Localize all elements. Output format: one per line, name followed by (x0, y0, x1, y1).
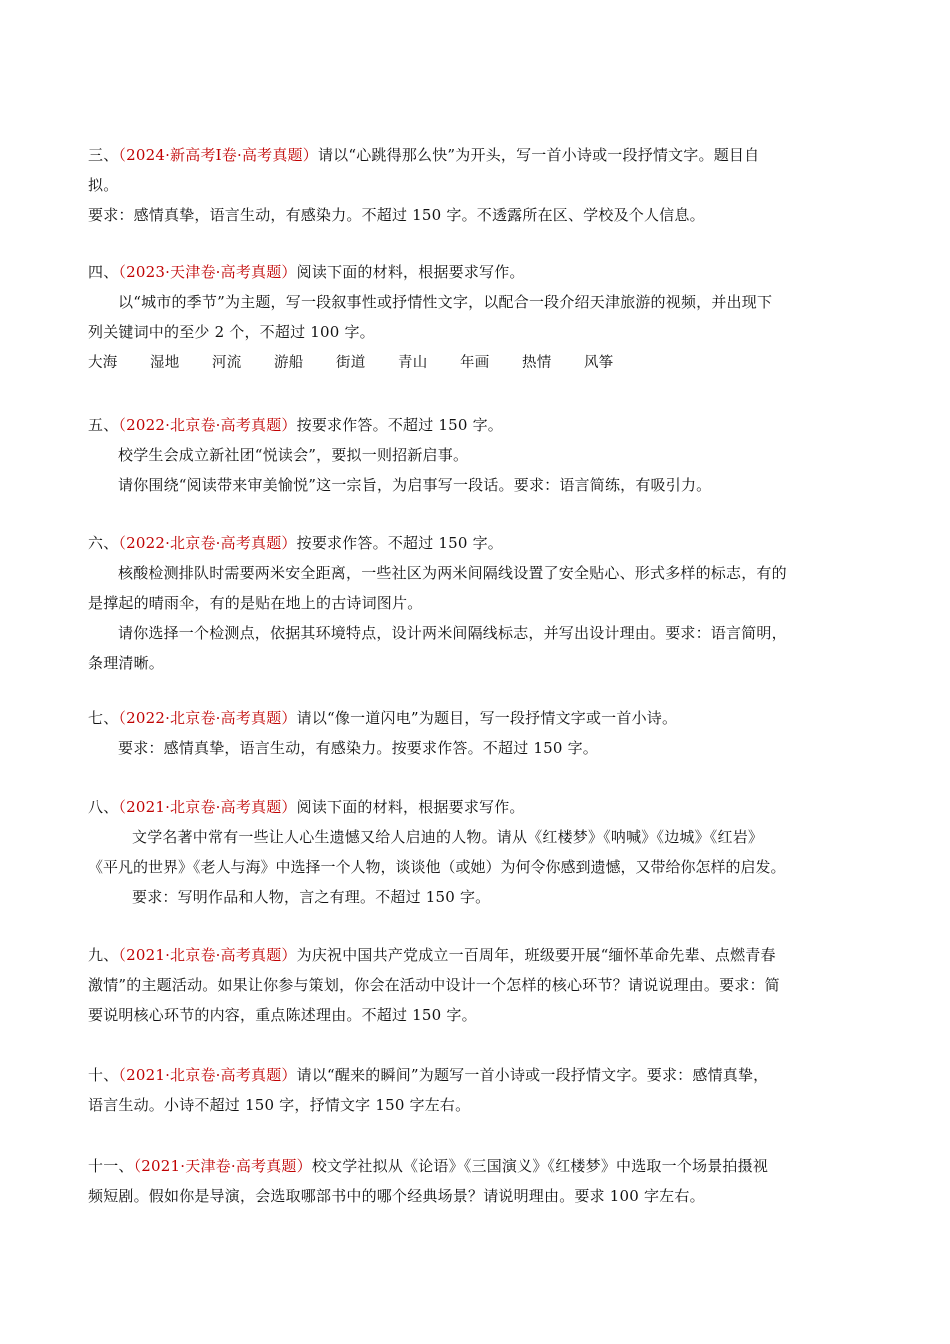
question-5 (88, 410, 711, 500)
question-text: 为庆祝中国共产党成立一百周年，班级要开展“缅怀革命先辈、点燃青春 (296, 946, 776, 964)
keyword: 街道 (336, 355, 366, 371)
question-requirement: 要求：感情真挚，语言生动，有感染力。按要求作答。不超过 150 字。 (118, 739, 598, 757)
question-number: 九、 (88, 946, 119, 964)
question-material: 核酸检测排队时需要两米安全距离，一些社区为两米间隔线设置了安全贴心、形式多样的标志，有的 (118, 564, 787, 582)
question-text: 要说明核心环节的内容，重点陈述理由。不超过 150 字。 (88, 1006, 477, 1024)
question-number: 十一、 (88, 1157, 134, 1175)
question-requirement: 请你选择一个检测点，依据其环境特点，设计两米间隔线标志，并写出设计理由。要求：语言简明， (118, 624, 787, 642)
question-text: 请以“醒来的瞬间”为题写一首小诗或一段抒情文字。要求：感情真挚， (296, 1066, 769, 1084)
question-source: （2022·北京卷·高考真题） (118, 416, 297, 434)
keyword: 风筝 (584, 355, 614, 371)
keyword: 游船 (274, 355, 304, 371)
question-text: 阅读下面的材料，根据要求写作。 (296, 263, 525, 281)
question-number: 八、 (88, 798, 119, 816)
question-source: （2024·新高考Ⅰ卷·高考真题） (118, 146, 318, 164)
question-number: 七、 (88, 709, 119, 727)
keyword: 年画 (460, 355, 490, 371)
question-6 (88, 528, 787, 678)
question-text: 阅读下面的材料，根据要求写作。 (296, 798, 525, 816)
question-text: 按要求作答。不超过 150 字。 (296, 416, 503, 434)
question-number: 六、 (88, 534, 119, 552)
question-11 (88, 1151, 768, 1211)
question-text: 拟。 (88, 176, 119, 194)
question-7 (88, 703, 677, 763)
question-requirement: 请你围绕“阅读带来审美愉悦”这一宗旨，为启事写一段话。要求：语言简练，有吸引力。 (118, 476, 712, 494)
question-text: 语言生动。小诗不超过 150 字，抒情文字 150 字左右。 (88, 1096, 471, 1114)
question-material: 校学生会成立新社团“悦读会”，要拟一则招新启事。 (118, 446, 469, 464)
keyword: 河流 (212, 355, 242, 371)
question-number: 五、 (88, 416, 119, 434)
question-source: （2021·北京卷·高考真题） (118, 1066, 297, 1084)
keyword: 大海 (88, 355, 118, 371)
keyword: 热情 (522, 355, 552, 371)
question-text: 请以“心跳得那么快”为开头，写一首小诗或一段抒情文字。题目自 (317, 146, 760, 164)
keyword: 湿地 (150, 355, 180, 371)
question-text: 校文学社拟从《论语》《三国演义》《红楼梦》中选取一个场景拍摄视 (311, 1157, 769, 1175)
question-material: 列关键词中的至少 2 个，不超过 100 字。 (88, 323, 375, 341)
question-text: 频短剧。假如你是导演，会选取哪部书中的哪个经典场景？请说明理由。要求 100 字左右。 (88, 1187, 705, 1205)
question-number: 十、 (88, 1066, 119, 1084)
question-source: （2021·北京卷·高考真题） (118, 946, 297, 964)
question-material: 是撑起的晴雨伞，有的是贴在地上的古诗词图片。 (88, 594, 423, 612)
question-requirement: 条理清晰。 (88, 654, 165, 672)
question-number: 三、 (88, 146, 119, 164)
question-8 (88, 792, 786, 912)
question-requirement: 要求：感情真挚，语言生动，有感染力。不超过 150 字。不透露所在区、学校及个人信息。 (88, 206, 705, 224)
question-source: （2021·天津卷·高考真题） (133, 1157, 312, 1175)
keyword-list (88, 347, 772, 378)
question-10 (88, 1060, 768, 1120)
question-source: （2022·北京卷·高考真题） (118, 534, 297, 552)
question-number: 四、 (88, 263, 119, 281)
question-material: 以“城市的季节”为主题，写一段叙事性或抒情性文字，以配合一段介绍天津旅游的视频，并出现下 (118, 293, 773, 311)
question-text: 按要求作答。不超过 150 字。 (296, 534, 503, 552)
question-text: 请以“像一道闪电”为题目，写一段抒情文字或一首小诗。 (296, 709, 678, 727)
question-9 (88, 940, 780, 1030)
question-4 (88, 257, 772, 378)
question-source: （2022·北京卷·高考真题） (118, 709, 297, 727)
question-text: 激情”的主题活动。如果让你参与策划，你会在活动中设计一个怎样的核心环节？请说说理由。要求：简 (88, 976, 780, 994)
question-source: （2021·北京卷·高考真题） (118, 798, 297, 816)
question-material: 文学名著中常有一些让人心生遗憾又给人启迪的人物。请从《红楼梦》《呐喊》《边城》《红岩》 (132, 828, 764, 846)
question-source: （2023·天津卷·高考真题） (118, 263, 297, 281)
keyword: 青山 (398, 355, 428, 371)
question-requirement: 要求：写明作品和人物，言之有理。不超过 150 字。 (132, 888, 491, 906)
question-3 (88, 140, 759, 230)
question-material: 《平凡的世界》《老人与海》中选择一个人物，谈谈他（或她）为何令你感到遗憾，又带给你怎样的启发。 (88, 858, 786, 876)
